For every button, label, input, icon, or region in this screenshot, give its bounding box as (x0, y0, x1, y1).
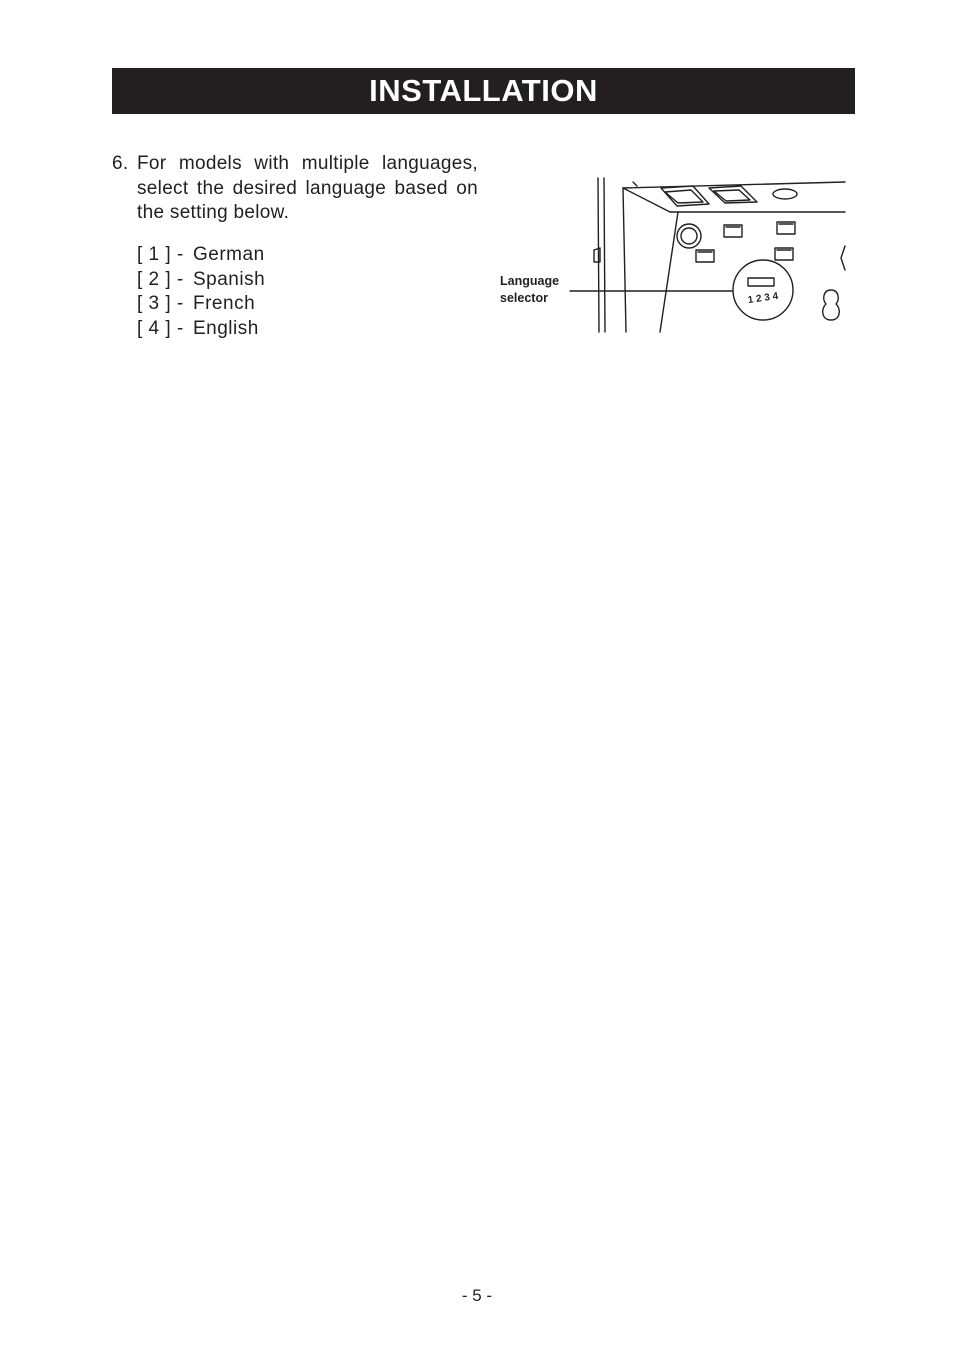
language-options-list (137, 243, 265, 342)
option-code: [ 3 ] - (137, 293, 184, 315)
option-code: [ 2 ] - (137, 268, 184, 290)
language-option (137, 317, 265, 342)
option-label: German (193, 244, 265, 265)
option-label: English (193, 318, 259, 340)
language-selector-illustration (495, 170, 855, 340)
step-6 (112, 152, 478, 226)
language-option (137, 243, 265, 268)
section-title: INSTALLATION (369, 73, 598, 108)
callout-line-1: Language (500, 274, 560, 288)
dial-position-numbers: 1 2 3 4 (747, 290, 779, 307)
language-option (137, 268, 265, 293)
section-header-bar (112, 68, 855, 114)
option-code: [ 1 ] - (137, 244, 184, 265)
option-label: Spanish (193, 268, 266, 290)
callout-line-2: selector (500, 291, 548, 305)
option-code: [ 4 ] - (137, 318, 184, 340)
step-number: 6. (112, 153, 129, 174)
option-label: French (193, 293, 256, 315)
page-number: - 5 - (461, 1286, 493, 1305)
language-selector-callout (500, 273, 580, 307)
device-panel-drawing (495, 170, 855, 340)
language-option (137, 292, 265, 317)
step-instruction: For models with multiple languages, select the desired language based on the setting below. (137, 153, 478, 223)
